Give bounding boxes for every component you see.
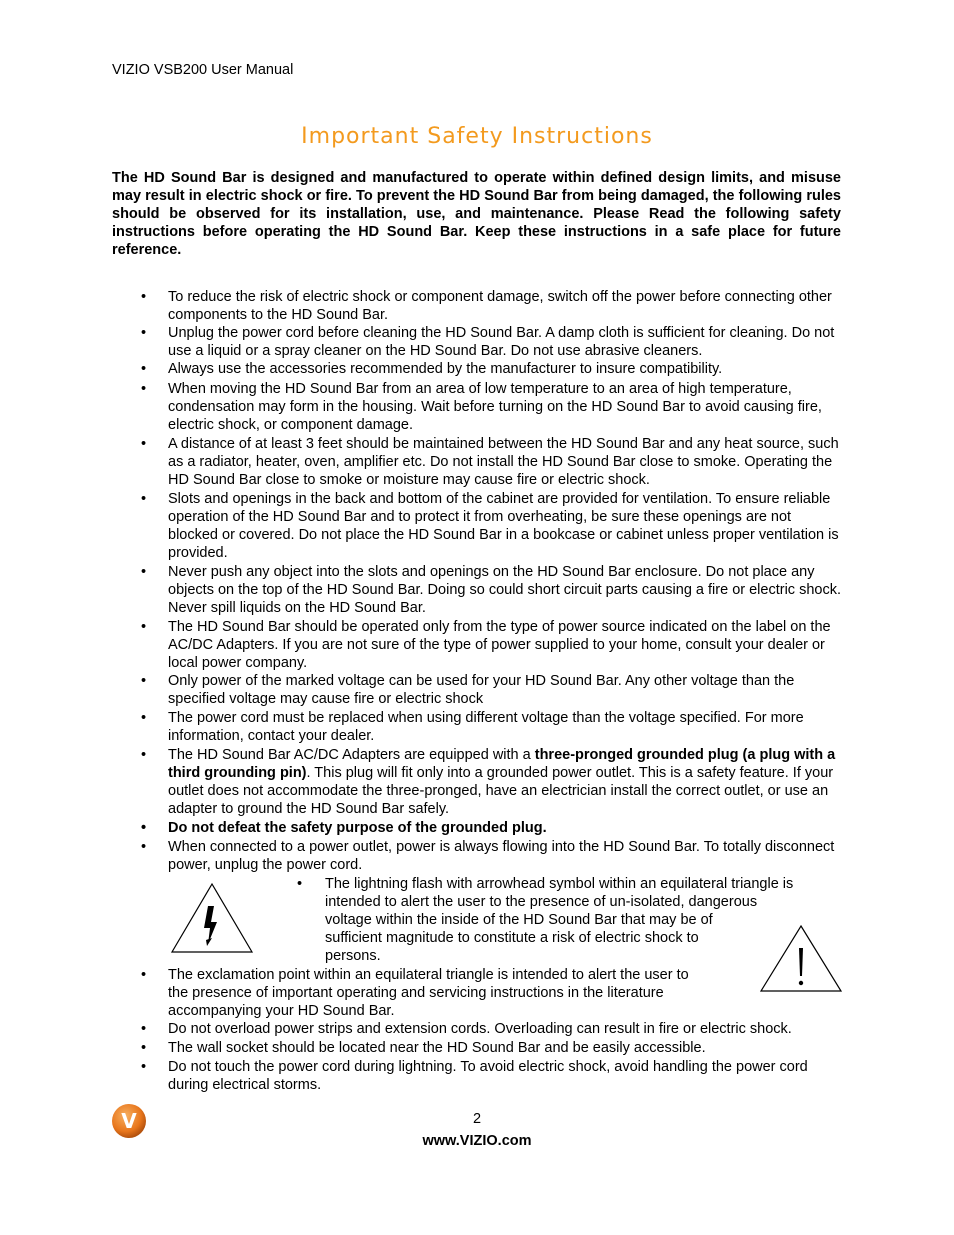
text-line: The lightning flash with arrowhead symbol within an equilateral triangle is: [325, 876, 794, 892]
plug-text-bold: three-pronged grounded plug (a plug with a third grounding pin): [168, 747, 836, 781]
page-number: 2: [472, 1111, 482, 1127]
list-item-text: Only power of the marked voltage can be used for your HD Sound Bar. Any other voltage than the specified voltage may cause fire or electric shock: [168, 673, 795, 707]
bullet-dot: •: [141, 325, 147, 341]
list-item-text: [168, 746, 844, 818]
bullet-dot: •: [141, 1021, 147, 1037]
bullet-dot: •: [141, 1040, 147, 1056]
list-item-text: Do not defeat the safety purpose of the grounded plug.: [168, 820, 547, 836]
plug-text-pre: The HD Sound Bar AC/DC Adapters are equipped with a: [168, 747, 535, 763]
list-item-text: A distance of at least 3 feet should be maintained between the HD Sound Bar and any heat source, such as a radiator, heater, oven, amplifier etc. Do not install the HD Sound Bar close to smoke. Operating the HD Sound Bar close to smoke or moisture may cause fire or electric shock.: [168, 436, 839, 488]
lightning-text: [325, 875, 833, 965]
plug-text-post: . This plug will fit only into a grounded power outlet. This is a safety feature. If your outlet does not accommodate the three-pronged, have an electrician install the correct outlet, or use an adapter to ground the HD Sound Bar safely.: [168, 765, 834, 817]
list-item-text: Always use the accessories recommended by the manufacturer to insure compatibility.: [168, 361, 723, 377]
website-link[interactable]: www.VIZIO.com: [422, 1133, 532, 1149]
text-line: sufficient magnitude to constitute a risk of electric shock to: [325, 930, 699, 946]
bullet-dot: •: [141, 619, 147, 635]
bullet-dot: •: [141, 381, 147, 397]
bullet-dot: •: [141, 564, 147, 580]
page-header: VIZIO VSB200 User Manual: [112, 62, 294, 78]
list-item-text: When connected to a power outlet, power is always flowing into the HD Sound Bar. To totally disconnect power, unplug the power cord.: [168, 839, 835, 873]
text-line: accompanying your HD Sound Bar.: [168, 1003, 395, 1019]
list-item-text: The HD Sound Bar should be operated only from the type of power source indicated on the label on the AC/DC Adapters. If you are not sure of the type of power supplied to your home, consult your dealer or local power company.: [168, 619, 831, 671]
page-title: Important Safety Instructions: [301, 124, 653, 149]
text-line: The exclamation point within an equilateral triangle is intended to alert the user to: [168, 967, 689, 983]
text-line: intended to alert the user to the presence of un-isolated, dangerous: [325, 894, 758, 910]
bullet-dot: •: [141, 839, 147, 855]
bullet-dot: •: [141, 361, 147, 377]
exclamation-text: [168, 966, 844, 1020]
bullet-dot: •: [141, 967, 147, 983]
list-item-text: To reduce the risk of electric shock or component damage, switch off the power before connecting other components to the HD Sound Bar.: [168, 289, 832, 323]
bullet-dot: •: [141, 673, 147, 689]
bullet-dot: •: [297, 876, 303, 892]
bullet-dot: •: [141, 1059, 147, 1075]
bullet-dot: •: [141, 491, 147, 507]
lightning-warning-icon: [170, 882, 254, 954]
list-item-text: Do not touch the power cord during lightning. To avoid electric shock, avoid handling the power cord during electrical storms.: [168, 1059, 808, 1093]
bullet-dot: •: [141, 747, 147, 763]
bullet-dot: •: [141, 820, 147, 836]
intro-paragraph: The HD Sound Bar is designed and manufactured to operate within defined design limits, and misuse may result in electric shock or fire. To prevent the HD Sound Bar from being damaged, the following rules should be observed for its installation, use, and maintenance. Please Read the following safety instructions before operating the HD Sound Bar. Keep these instructions in a safe place for future reference.: [112, 170, 841, 258]
text-line: voltage within the inside of the HD Sound Bar that may be of: [325, 912, 713, 928]
list-item-text: When moving the HD Sound Bar from an area of low temperature to an area of high temperature, condensation may form in the housing. Wait before turning on the HD Sound Bar to avoid causing fire, electric shock, or component damage.: [168, 381, 822, 433]
bullet-dot: •: [141, 710, 147, 726]
bullet-dot: •: [141, 436, 147, 452]
text-line: the presence of important operating and servicing instructions in the literature: [168, 985, 664, 1001]
list-item-text: The power cord must be replaced when using different voltage than the voltage specified. For more information, contact your dealer.: [168, 710, 804, 744]
list-item-text: Never push any object into the slots and openings on the HD Sound Bar enclosure. Do not place any objects on the top of the HD Sound Bar. Doing so could short circuit parts causing a fire or electric shock. Never spill liquids on the HD Sound Bar.: [168, 564, 841, 616]
list-item-text: Slots and openings in the back and bottom of the cabinet are provided for ventilation. To ensure reliable operation of the HD Sound Bar and to protect it from overheating, be sure these openings are not blocked or covered. Do not place the HD Sound Bar in a bookcase or cabinet unless proper ventilation is provided.: [168, 491, 839, 561]
list-item-text: The wall socket should be located near the HD Sound Bar and be easily accessible.: [168, 1040, 706, 1056]
list-item-text: Unplug the power cord before cleaning the HD Sound Bar. A damp cloth is sufficient for cleaning. Do not use a liquid or a spray cleaner on the HD Sound Bar. Do not use abrasive cleaners.: [168, 325, 835, 359]
bullet-dot: •: [141, 289, 147, 305]
logo-letter: V: [121, 1109, 137, 1133]
text-line: persons.: [325, 948, 381, 964]
list-item-text: Do not overload power strips and extension cords. Overloading can result in fire or electric shock.: [168, 1021, 792, 1037]
